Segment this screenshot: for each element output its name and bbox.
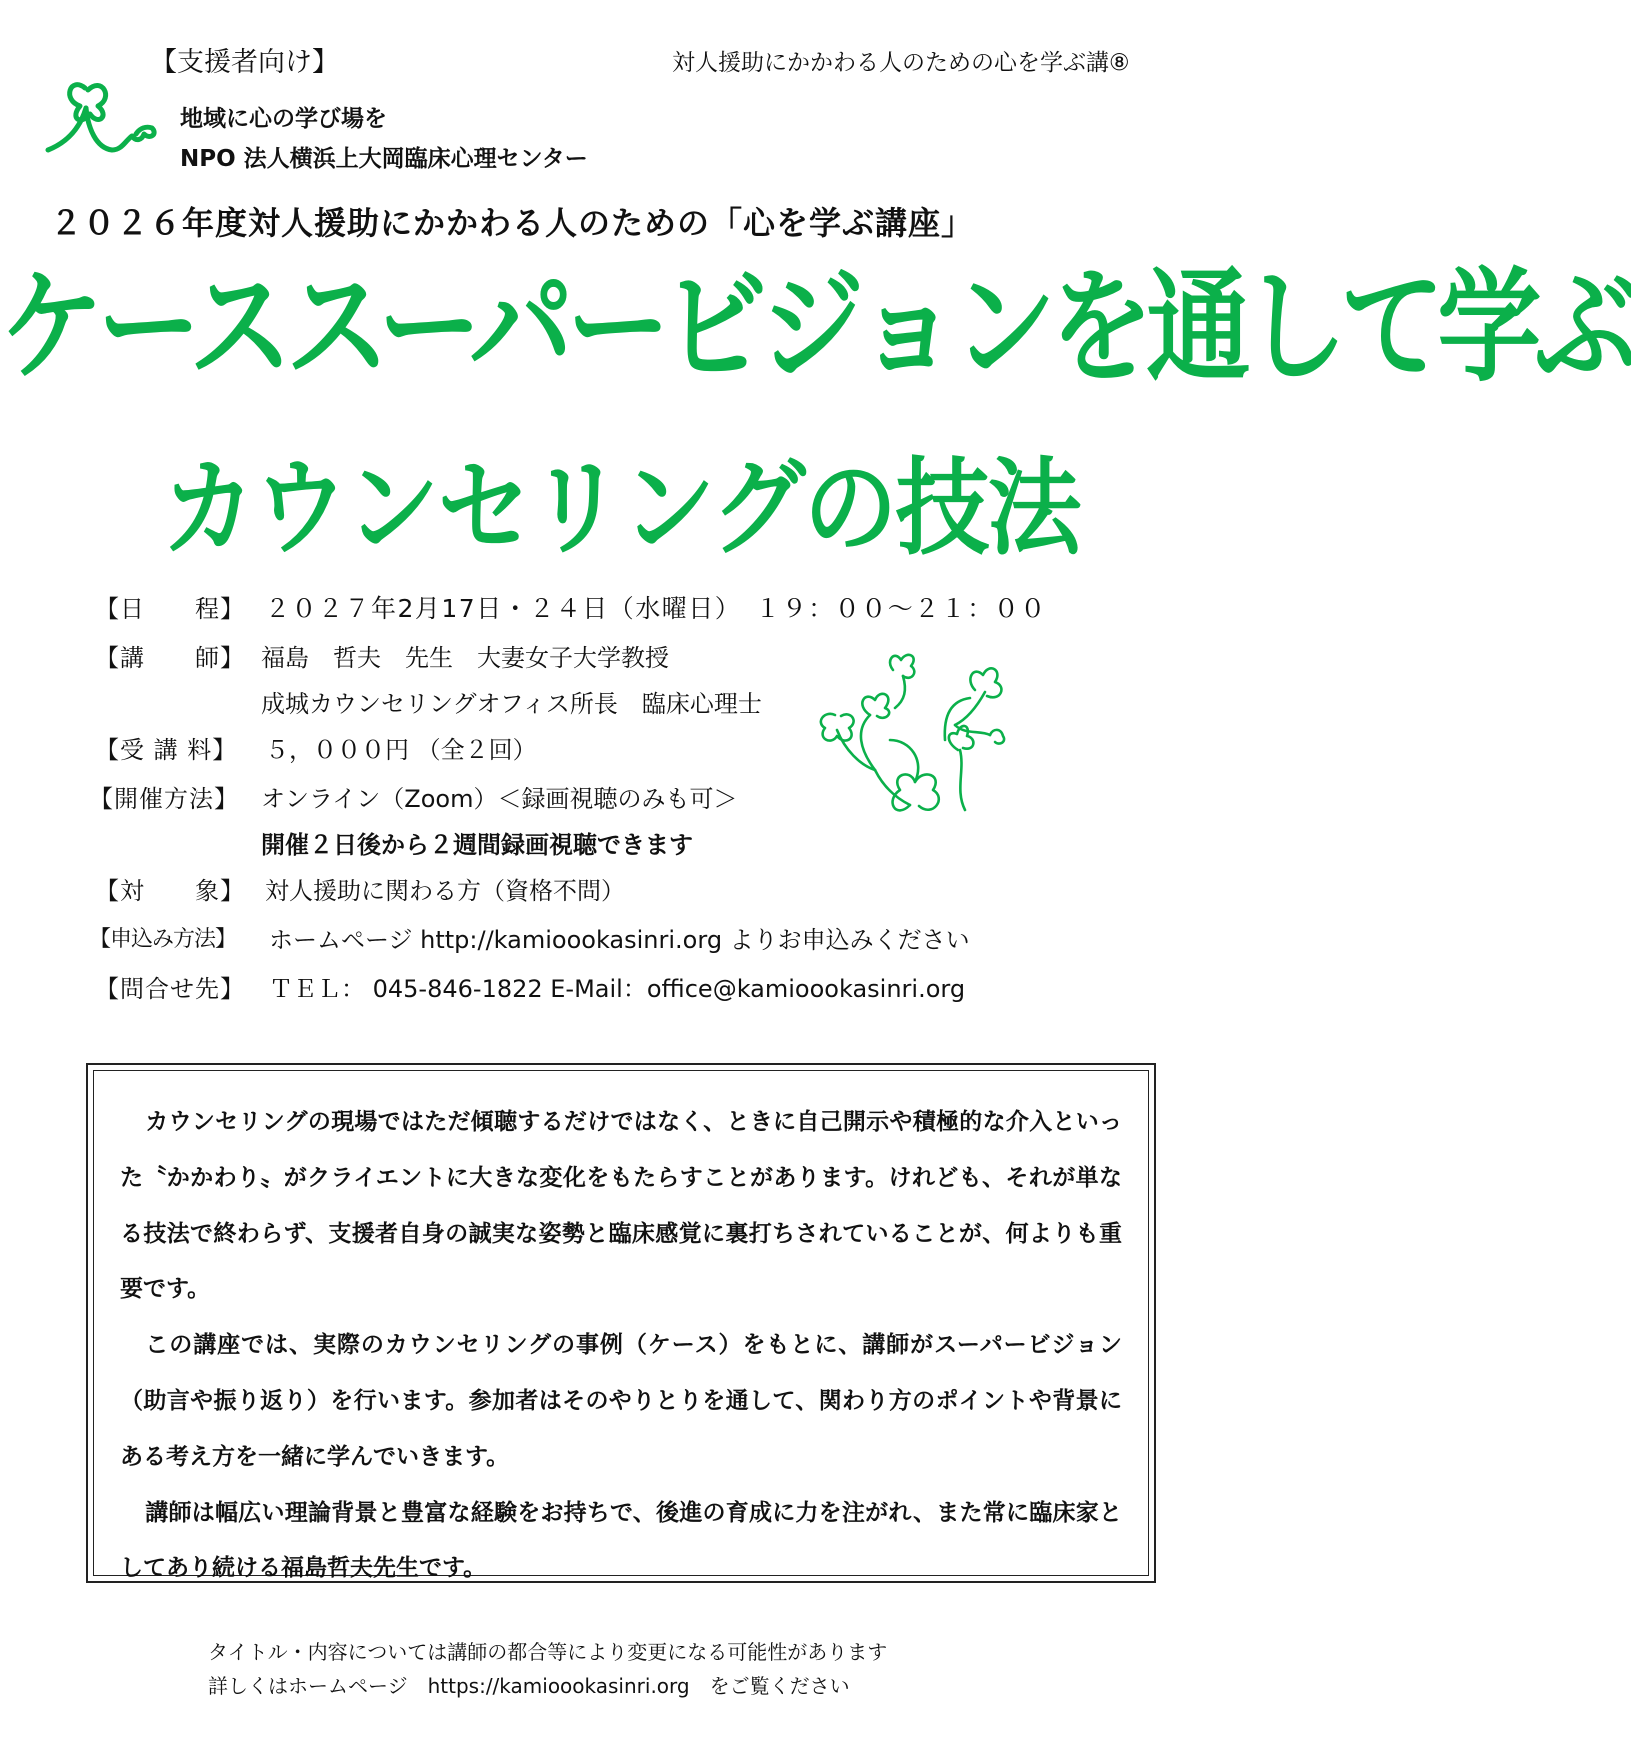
footer-change-notice: タイトル・内容については講師の都合等により変更になる可能性があります <box>208 1640 888 1664</box>
info-row-apply <box>89 923 1145 972</box>
org-tagline: 地域に心の学び場を <box>180 106 387 132</box>
footer-website-link[interactable]: 詳しくはホームページ https://kamioookasinri.org をご覧ください <box>208 1674 850 1698</box>
lecturer-label: 【講 師】 <box>95 644 245 672</box>
target-label: 【対 象】 <box>95 877 245 905</box>
series-label: 対人援助にかかわる人のための心を学ぶ講⑧ <box>672 50 1130 76</box>
method-value: オンライン（Zoom）＜録画視聴のみも可＞ <box>261 785 738 813</box>
apply-label: 【申込み方法】 <box>89 927 237 952</box>
main-title: ケーススーパービジョンを通して学ぶ <box>0 254 1631 399</box>
description-box <box>86 1063 1156 1583</box>
date-value: ２０２７年2月17日・２４日（水曜日） １９：００～２１：００ <box>265 594 1047 623</box>
apply-value: ホームページ http://kamioookasinri.org よりお申込みください <box>269 926 970 954</box>
description-text <box>120 1095 1122 1597</box>
sprouts-decoration-icon <box>815 650 1015 825</box>
fee-value: ５，０００円 （全２回） <box>265 736 537 764</box>
lecturer-affiliation: 成城カウンセリングオフィス所長 臨床心理士 <box>261 690 762 718</box>
info-row-contact <box>95 972 1145 1021</box>
method-note: 開催２日後から２週間録画視聴できます <box>261 831 693 859</box>
description-paragraph: カウンセリングの現場ではただ傾聴するだけではなく、ときに自己開示や積極的な介入といった〝かかわり〟がクライエントに大きな変化をもたらすことがあります。けれども、それが単なる技法で終わらず、支援者自身の誠実な姿勢と臨床感覚に裏打ちされていることが、何よりも重要です。 <box>120 1109 1122 1303</box>
main-title-line2: カウンセリングの技法 <box>161 448 1080 571</box>
info-row-target <box>95 874 1145 923</box>
description-paragraph: 講師は幅広い理論背景と豊富な経験をお持ちで、後進の育成に力を注がれ、また常に臨床家としてあり続ける福島哲夫先生です。 <box>120 1499 1122 1582</box>
method-label: 【開催方法】 <box>89 785 239 813</box>
audience-tag: 【支援者向け】 <box>150 47 339 78</box>
fee-label: 【受 講 料】 <box>95 736 238 764</box>
date-label: 【日 程】 <box>95 595 245 623</box>
info-row-date <box>95 592 1145 641</box>
course-subtitle: ２０２６年度対人援助にかかわる人のための「心を学ぶ講座」 <box>50 204 975 242</box>
org-name: NPO 法人横浜上大岡臨床心理センター <box>180 146 588 172</box>
description-paragraph: この講座では、実際のカウンセリングの事例（ケース）をもとに、講師がスーパービジョン（助言や振り返り）を行います。参加者はそのやりとりを通して、関わり方のポイントや背景にある考え方を一緒に学んでいきます。 <box>120 1332 1122 1470</box>
contact-value: ＴＥＬ： 045-846-1822 E-Mail：office@kamioookasinri.org <box>269 975 966 1003</box>
description-box-inner <box>93 1070 1149 1582</box>
clover-logo-icon <box>40 78 160 168</box>
lecturer-value: 福島 哲夫 先生 大妻女子大学教授 <box>261 644 669 672</box>
target-value: 対人援助に関わる方（資格不問） <box>265 877 625 905</box>
contact-label: 【問合せ先】 <box>95 975 245 1003</box>
